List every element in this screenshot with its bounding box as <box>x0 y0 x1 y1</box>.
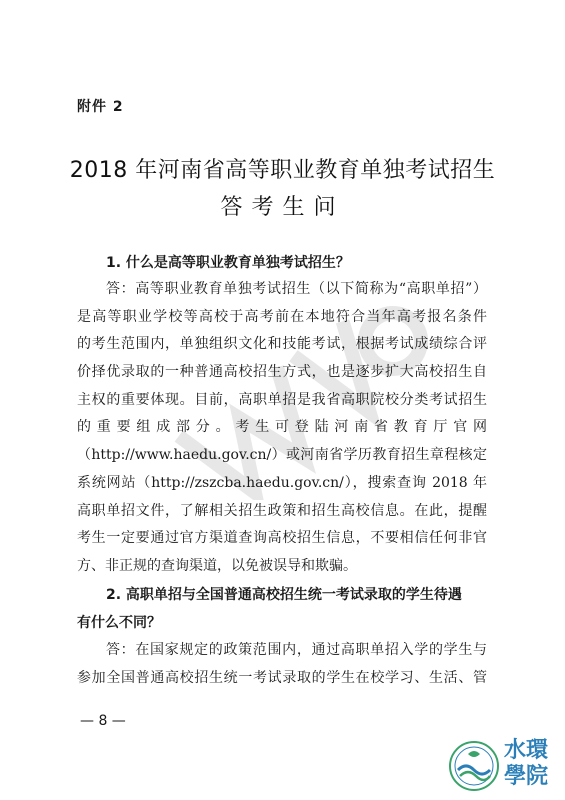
logo-text-top: 水環 <box>504 737 549 763</box>
question-2 <box>77 582 487 637</box>
answer-line: 的考生范围内，单独组织文化和技能考试，根据考试成绩综合评 <box>77 336 487 353</box>
answer-line: 参加全国普通高校招生统一考试录取的学生在校学习、生活、管 <box>77 669 487 686</box>
school-logo <box>448 736 560 794</box>
question-line: 2. 高职单招与全国普通高校招生统一考试录取的学生待遇 <box>106 587 462 603</box>
answer-line: 主权的重要体现。目前，高职单招是我省高职院校分类考试招生 <box>77 391 487 408</box>
answer-line: 答：高等职业教育单独考试招生（以下简称为“高职单招”） <box>106 281 487 297</box>
logo-emblem-icon <box>448 740 500 792</box>
answer-line: 考生一定要通过官方渠道查询高校招生信息，不要相信任何非官 <box>77 530 487 547</box>
answer-line: 的重要组成部分。考生可登陆河南省教育厅官网 <box>77 419 487 436</box>
answer-line: 高职单招文件，了解相关招生政策和招生高校信息。在此，提醒 <box>77 502 487 519</box>
question-line: 有什么不同？ <box>77 614 161 631</box>
answer-1 <box>77 276 487 581</box>
page-number: — 8 — <box>80 713 126 729</box>
answer-line: 方、非正规的查询渠道，以免被误导和欺骗。 <box>77 557 357 574</box>
document-title: 2018 年河南省高等职业教育单独考试招生 <box>69 158 496 183</box>
attachment-label: 附件 2 <box>77 99 124 115</box>
answer-line: 答：在国家规定的政策范围内，通过高职单招入学的学生与 <box>106 642 487 658</box>
answer-line: 是高等职业学校等高校于高考前在本地符合当年高考报名条件 <box>77 308 487 325</box>
answer-line: 价择优录取的一种普通高校招生方式，也是逐步扩大高校招生自 <box>77 364 487 381</box>
answer-line: （http://www.haedu.gov.cn/）或河南省学历教育招生章程核定 <box>77 447 487 464</box>
logo-text-bottom: 學院 <box>504 763 549 789</box>
document-subtitle: 答考生问 <box>220 195 345 220</box>
question-1: 1. 什么是高等职业教育单独考试招生？ <box>106 255 350 271</box>
answer-line: 系统网站（http://zszcba.haedu.gov.cn/），搜索查询 2018 年 <box>77 474 487 491</box>
answer-2 <box>77 637 487 692</box>
